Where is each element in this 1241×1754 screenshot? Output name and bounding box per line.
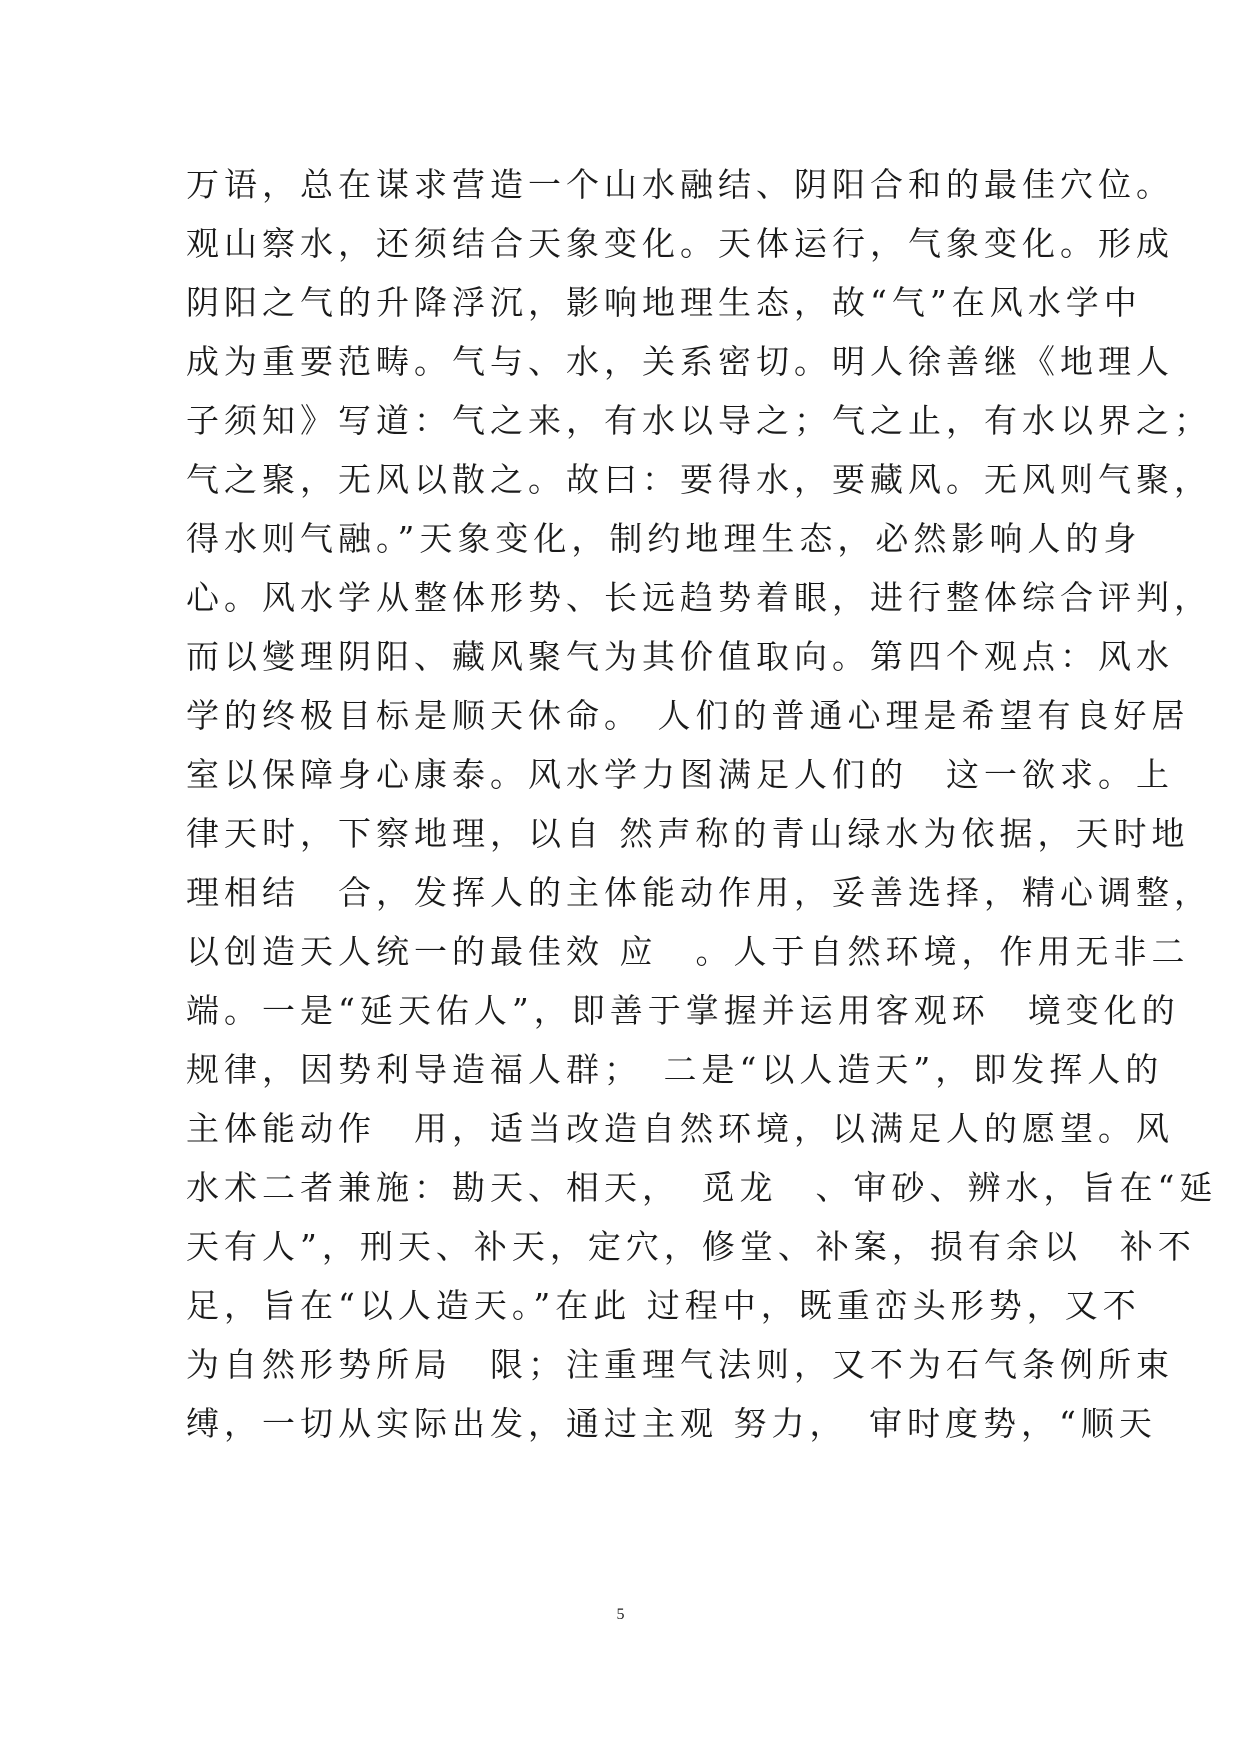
text-line: 心。风水学从整体形势、长远趋势着眼，进行整体综合评判，	[186, 578, 1212, 617]
text-line: 而以燮理阴阳、藏风聚气为其价值取向。第四个观点：风水	[186, 637, 1174, 676]
text-line: 学的终极目标是顺天休命。 人们的普通心理是希望有良好居	[186, 696, 1190, 735]
body-text	[186, 155, 1218, 1453]
text-line: 理相结 合，发挥人的主体能动作用，妥善选择，精心调整，	[186, 873, 1212, 912]
text-line: 以创造天人统一的最佳效 应 。人于自然环境，作用无非二	[186, 932, 1190, 971]
text-line: 观山察水，还须结合天象变化。天体运行，气象变化。形成	[186, 224, 1174, 263]
text-line: 主体能动作 用，适当改造自然环境，以满足人的愿望。风	[186, 1109, 1174, 1148]
text-line: 端。一是“延天佑人”，即善于掌握并运用客观环 境变化的	[186, 991, 1180, 1030]
text-line: 足，旨在“以人造天。”在此 过程中，既重峦头形势，又不	[186, 1286, 1141, 1325]
text-line: 成为重要范畴。气与、水，关系密切。明人徐善继《地理人	[186, 342, 1174, 381]
text-line: 律天时，下察地理，以自 然声称的青山绿水为依据，天时地	[186, 814, 1190, 853]
text-line: 水术二者兼施：勘天、相天， 觅龙 、审砂、辨水，旨在“延	[186, 1168, 1218, 1207]
text-line: 得水则气融。”天象变化，制约地理生态，必然影响人的身	[186, 519, 1142, 558]
text-line: 气之聚，无风以散之。故曰：要得水，要藏风。无风则气聚，	[186, 460, 1212, 499]
text-line: 阴阳之气的升降浮沉，影响地理生态，故“气”在风水学中	[186, 283, 1142, 322]
text-line: 规律，因势利导造福人群； 二是“以人造天”，即发挥人的	[186, 1050, 1164, 1089]
text-line: 为自然形势所局 限；注重理气法则，又不为石气条例所束	[186, 1345, 1174, 1384]
text-line: 天有人”，刑天、补天，定穴，修堂、补案，损有余以 补不	[186, 1227, 1196, 1266]
text-line: 子须知》写道：气之来，有水以导之；气之止，有水以界之；	[186, 401, 1212, 440]
text-line: 室以保障身心康泰。风水学力图满足人们的 这一欲求。上	[186, 755, 1174, 794]
text-line: 缚，一切从实际出发，通过主观 努力， 审时度势，“顺天	[186, 1404, 1157, 1443]
page-number: 5	[616, 1606, 625, 1623]
text-line: 万语，总在谋求营造一个山水融结、阴阳合和的最佳穴位。	[186, 165, 1174, 204]
